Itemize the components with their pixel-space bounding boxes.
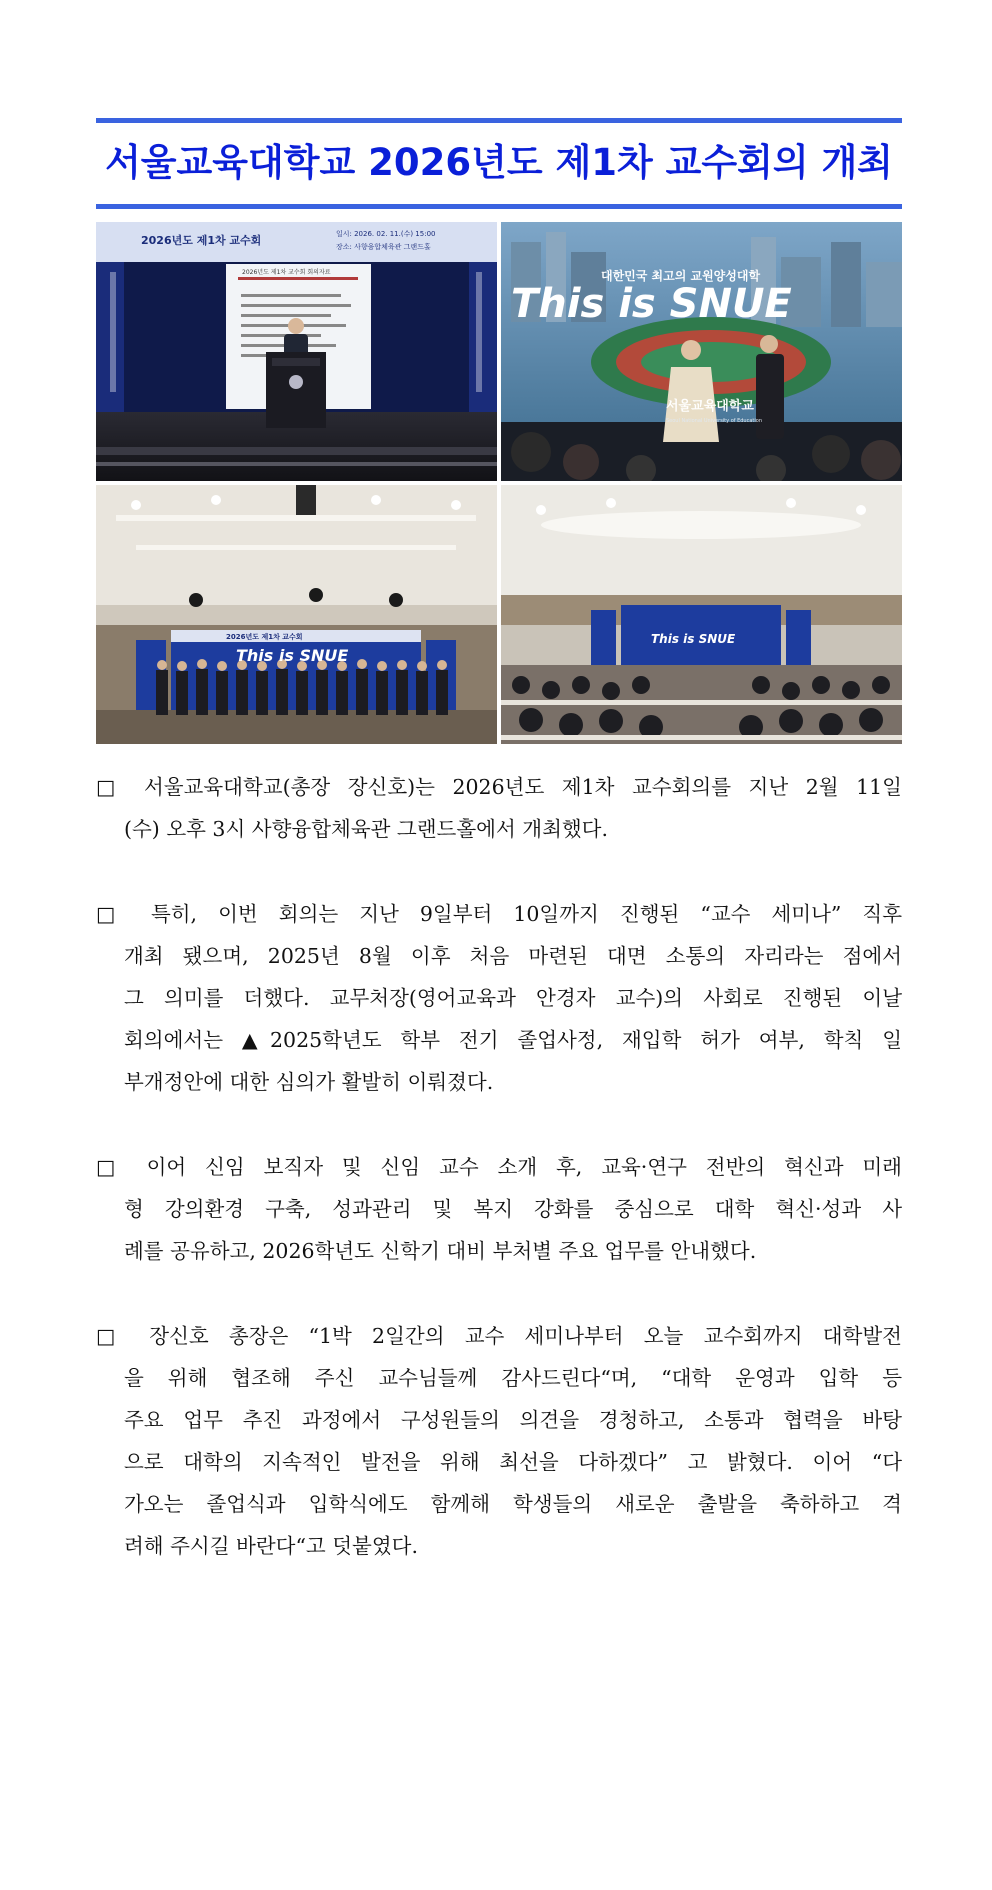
photo3-slogan: This is SNUE (236, 646, 349, 665)
paragraph-2-line-5: 부개정안에 대한 심의가 활발히 이뤄졌다. (124, 1070, 494, 1094)
paragraph-2-bullet: □ (96, 902, 130, 926)
paragraph-4 (96, 1315, 902, 1567)
paragraph-4-bullet: □ (96, 1324, 130, 1348)
photo-snue-screen (501, 222, 902, 481)
paragraph-4-line-2: 을 위해 협조해 주신 교수님들께 감사드린다“며, “대학 운영과 입학 등 (124, 1366, 902, 1390)
photo2-school-en: Seoul National University of Education (666, 418, 762, 424)
paragraph-3 (96, 1146, 902, 1272)
title-block (96, 118, 902, 210)
paragraph-1-line-2: (수) 오후 3시 사향융합체육관 그랜드홀에서 개최했다. (124, 817, 608, 841)
paragraph-4-line-4: 으로 대학의 지속적인 발전을 위해 최선을 다하겠다” 고 밝혔다. 이어 “다 (124, 1450, 902, 1474)
paragraph-1-bullet: □ (96, 775, 127, 799)
title-top-rule (96, 118, 902, 123)
paragraph-4-line-5: 가오는 졸업식과 입학식에도 함께해 학생들의 새로운 출발을 축하하고 격 (124, 1492, 902, 1516)
paragraph-1 (96, 766, 902, 850)
paragraph-4-line-6: 려해 주시길 바란다“고 덧붙였다. (124, 1534, 418, 1558)
paragraph-3-bullet: □ (96, 1155, 128, 1179)
paragraph-2-line-3: 그 의미를 더했다. 교무처장(영어교육과 안경자 교수)의 사회로 진행된 이날 (124, 986, 902, 1010)
paragraph-3-line-1: □ 이어 신임 보직자 및 신임 교수 소개 후, 교육·연구 전반의 혁신과 미래 (96, 1155, 902, 1179)
photo-group-on-stage (96, 485, 497, 744)
photo-audience-hall (501, 485, 902, 744)
photo-podium-speaker (96, 222, 497, 481)
paragraph-3-line-3: 례를 공유하고, 2026학년도 신학기 대비 부처별 주요 업무를 안내했다. (124, 1239, 757, 1263)
photo2-subtitle: 대한민국 최고의 교원양성대학 (601, 269, 761, 283)
photo4-slogan: This is SNUE (651, 632, 736, 646)
photo1-screen-title: 2026년도 제1차 교수회 회의자료 (242, 269, 331, 276)
title-bottom-rule (96, 204, 902, 209)
paragraph-2-line-2: 개최 됐으며, 2025년 8월 이후 처음 마련된 대면 소통의 자리라는 점에서 (124, 944, 902, 968)
paragraph-2-line-4: 회의에서는 ▲2025학년도 학부 전기 졸업사정, 재입학 허가 여부, 학칙 일 (124, 1028, 902, 1052)
page-title: 서울교육대학교 2026년도 제1차 교수회의 개최 (105, 141, 893, 184)
photo3-banner-left: 2026년도 제1차 교수회 (226, 633, 303, 641)
paragraph-1-line-1: □ 서울교육대학교(총장 장신호)는 2026년도 제1차 교수회의를 지난 2월 11일 (96, 775, 902, 799)
paragraph-2 (96, 893, 902, 1103)
photo1-banner-date: 일시: 2026. 02. 11.(수) 15:00 (336, 230, 436, 238)
photo-grid (96, 222, 902, 744)
photo1-banner-left: 2026년도 제1차 교수회 (141, 234, 262, 247)
paragraph-4-line-1: □ 장신호 총장은 “1박 2일간의 교수 세미나부터 오늘 교수회까지 대학발전 (96, 1324, 902, 1348)
photo2-school: 서울교육대학교 (666, 399, 754, 414)
paragraph-4-line-3: 주요 업무 추진 과정에서 구성원들의 의견을 경청하고, 소통과 협력을 바탕 (124, 1408, 902, 1432)
paragraph-3-line-2: 형 강의환경 구축, 성과관리 및 복지 강화를 중심으로 대학 혁신·성과 사 (124, 1197, 902, 1221)
paragraph-2-line-1: □ 특히, 이번 회의는 지난 9일부터 10일까지 진행된 “교수 세미나” 직후 (96, 902, 902, 926)
photo1-banner-place: 장소: 사향융합체육관 그랜드홀 (336, 243, 431, 251)
photo2-slogan: This is SNUE (511, 281, 792, 327)
